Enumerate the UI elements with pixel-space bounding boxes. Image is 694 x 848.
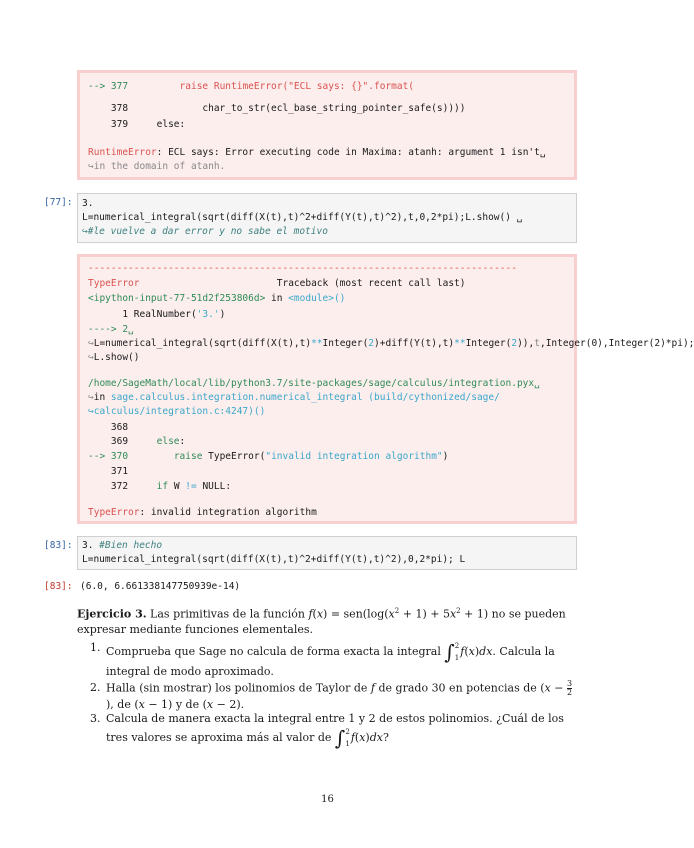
traceback-line-372: 372 if W != NULL: (88, 481, 232, 492)
traceback-path-func: ↪in sage.calculus.integration.numerical_integral (build/cythonized/sage/ (88, 392, 500, 403)
traceback-line-371: 371 (88, 466, 129, 477)
page-number: 16 (321, 794, 334, 805)
cell-77-prompt: [77]: (44, 197, 73, 208)
traceback-77-block (77, 254, 694, 524)
traceback-line-369: 369 else: (88, 436, 186, 447)
traceback-line-2a: ↪L=numerical_integral(sqrt(diff(X(t),t)**Integer(2)+diff(Y(t),t)**Integer(2)),t,Integer(0),Integer(2)*pi); (88, 338, 694, 349)
traceback-input-loc: <ipython-input-77-51d2f253806d> in <module>() (88, 293, 346, 304)
error-message-cont: ↪in the domain of atanh. (88, 161, 226, 172)
traceback-line-368: 368 (88, 422, 129, 433)
traceback-path: /home/SageMath/local/lib/python3.7/site-packages/sage/calculus/integration.pyx␣ (88, 378, 540, 389)
cell-77-line2: L=numerical_integral(sqrt(diff(X(t),t)^2+diff(Y(t),t)^2),t,0,2*pi);L.show() ␣ (82, 212, 523, 223)
exercise-intro: Ejercicio 3. Las primitivas de la función $f(x) = sen(\log(x^2 + 1) + 5x^2 + 1)$ no se pueden expresar mediante funciones elementales. (77, 607, 566, 636)
cell-83-line1: 3. #Bien hecho (82, 540, 163, 551)
traceback-dashes: --------------------------------------------------------------------------- (88, 263, 517, 274)
cell-83-prompt: [83]: (44, 540, 73, 551)
traceback-line-1: 1 RealNumber('3.') (88, 309, 226, 320)
top-traceback-block (77, 70, 577, 180)
out-83-value: (6.0, 6.661338147750939e-14) (80, 581, 241, 592)
traceback-line-2-arrow: ----> 2␣ (88, 324, 134, 335)
traceback-final-error: TypeError: invalid integration algorithm (88, 507, 317, 518)
traceback-line-379: 379 else: (88, 119, 186, 130)
traceback-line-370: --> 370 raise TypeError("invalid integration algorithm") (88, 451, 449, 462)
exercise-item-3: 3. Calcula de manera exacta la integral entre 1 y 2 de estos polinomios. ¿Cuál de los tres valores se aproxima más al valor de ∫ 2 1 f(x)dx? (90, 712, 564, 750)
traceback-line-377: --> 377 raise RuntimeError("ECL says: {}".format( (88, 81, 415, 92)
exercise-item-2: 2. Halla (sin mostrar) los polinomios de Taylor de f de grado 30 en potencias de (x − $\frac{3}{2}$ ), de (x − 1) y de (x − 2). (90, 679, 573, 711)
traceback-line-378: 378 char_to_str(ecl_base_string_pointer_safe(s)))) (88, 103, 466, 114)
out-83-prompt: [83]: (44, 581, 73, 592)
traceback-path-func2: ↪calculus/integration.c:4247)() (88, 406, 266, 417)
cell-83-code[interactable] (77, 536, 577, 570)
cell-77-comment: ↪#le vuelve a dar error y no sabe el motivo (82, 226, 328, 237)
traceback-header: TypeError Traceback (most recent call last) (88, 278, 466, 289)
exercise-item-1: 1. Comprueba que Sage no calcula de forma exacta la integral ∫ 2 1 f(x)dx. Calcula la integral de modo aproximado. (90, 640, 555, 678)
error-message: RuntimeError: ECL says: Error executing code in Maxima: atanh: argument 1 isn't␣ (88, 147, 546, 158)
cell-83-line2: L=numerical_integral(sqrt(diff(X(t),t)^2+diff(Y(t),t)^2),0,2*pi); L (82, 554, 466, 565)
cell-77-code[interactable] (77, 193, 577, 243)
cell-77-line1: 3. (82, 198, 94, 209)
traceback-line-2b: ↪L.show() (88, 352, 140, 363)
